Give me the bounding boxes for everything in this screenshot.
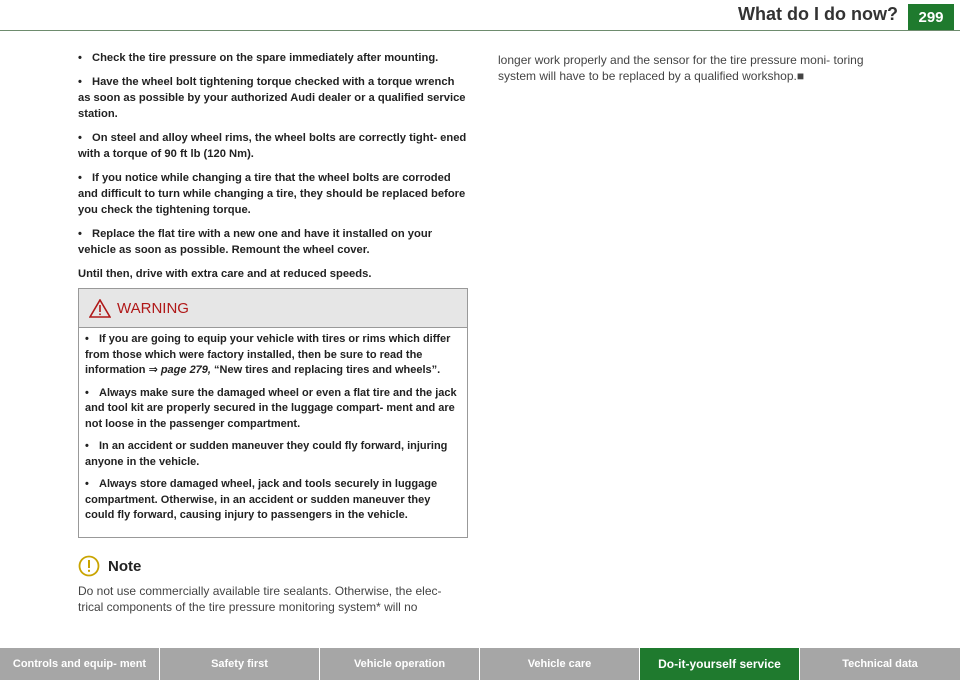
tab-controls-and-equipment[interactable]: Controls and equip- ment [0, 648, 160, 680]
note-header [78, 555, 468, 577]
bullet-item: • Have the wheel bolt tightening torque checked with a torque wrench as soon as possible by your authorized Audi dealer or a qualified service station. [78, 76, 466, 120]
bullet-item: • On steel and alloy wheel rims, the wheel bolts are correctly tight- ened with a torque of 90 ft lb (120 Nm). [78, 132, 467, 160]
bullet-item: • Always make sure the damaged wheel or even a flat tire and the jack and tool kit are properly secured in the luggage compart- ment and are not loose in the passenger compartment. [85, 386, 457, 430]
end-mark: ■ [796, 69, 805, 83]
bullet-item: • Check the tire pressure on the spare immediately after mounting. [78, 52, 439, 64]
footer-nav [0, 648, 960, 680]
header-rule [0, 30, 960, 31]
caution-circle-icon [78, 555, 100, 577]
final-instruction: Until then, drive with extra care and at reduced speeds. [78, 268, 372, 280]
tab-vehicle-operation[interactable]: Vehicle operation [320, 648, 480, 680]
warning-body [79, 328, 467, 524]
note-body: Do not use commercially available tire sealants. Otherwise, the elec- trical components of the tire pressure monitoring system* will no [78, 584, 442, 614]
tab-technical-data[interactable]: Technical data [800, 648, 960, 680]
left-column [78, 50, 468, 282]
warning-triangle-icon [89, 299, 111, 318]
warning-header [79, 289, 467, 328]
bullet-item: • If you are going to equip your vehicle with tires or rims which differ from those which were factory installed, then be sure to read the information ⇒ page 279, “New tires and replacing tires and wheels”. [85, 333, 451, 376]
page-reference-link[interactable]: ⇒ page 279, [148, 364, 211, 376]
bullet-item: • Replace the flat tire with a new one and have it installed on your vehicle as soon as possible. Remount the wheel cover. [78, 228, 433, 256]
note-title: Note [108, 557, 142, 575]
warning-title: WARNING [117, 299, 189, 317]
right-column [498, 52, 878, 84]
tab-do-it-yourself-service[interactable]: Do-it-yourself service [640, 648, 800, 680]
page-number: 299 [908, 4, 954, 30]
bullet-item: • If you notice while changing a tire that the wheel bolts are corroded and difficult to turn while changing a tire, they should be replaced before you check the tightening torque. [78, 172, 466, 216]
continued-text: longer work properly and the sensor for the tire pressure moni- toring system will have to be replaced by a qualified workshop. [498, 53, 864, 83]
note-section [78, 555, 468, 615]
page-title: What do I do now? [738, 4, 898, 24]
tab-vehicle-care[interactable]: Vehicle care [480, 648, 640, 680]
bullet-item: • Always store damaged wheel, jack and tools securely in luggage compartment. Otherwise, in an accident or sudden maneuver they could fly forward, causing injury to passengers in the vehicle. [85, 478, 438, 521]
bullet-item: • In an accident or sudden maneuver they could fly forward, injuring anyone in the vehicle. [85, 440, 448, 468]
warning-box [78, 288, 468, 538]
tab-safety-first[interactable]: Safety first [160, 648, 320, 680]
